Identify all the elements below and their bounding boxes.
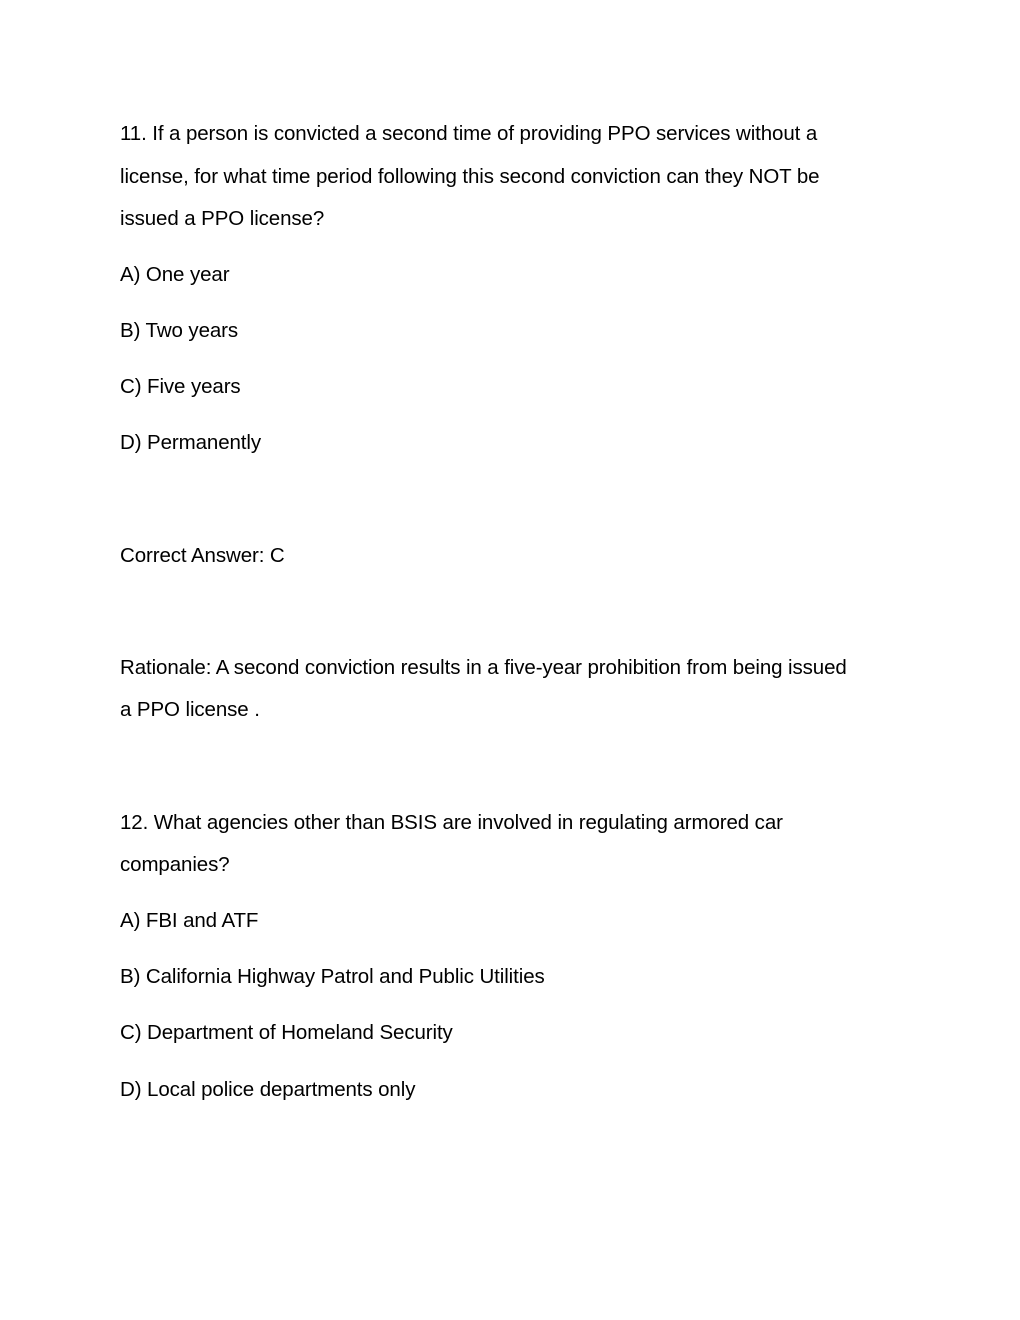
answer-option-a: A) One year bbox=[120, 263, 230, 286]
correct-answer: Correct Answer: C bbox=[120, 544, 285, 567]
answer-option-c: C) Five years bbox=[120, 375, 241, 398]
rationale-line: a PPO license . bbox=[120, 698, 260, 721]
answer-option-b: B) Two years bbox=[120, 319, 239, 342]
answer-option-d: D) Local police departments only bbox=[120, 1078, 416, 1101]
rationale-line: Rationale: A second conviction results in a five-year prohibition from being issued bbox=[120, 656, 847, 679]
question-stem-line: companies? bbox=[120, 853, 230, 876]
question-stem-line: 12. What agencies other than BSIS are involved in regulating armored car bbox=[120, 811, 783, 834]
question-stem-line: 11. If a person is convicted a second time of providing PPO services without a bbox=[120, 122, 818, 145]
answer-option-b: B) California Highway Patrol and Public Utilities bbox=[120, 965, 545, 988]
answer-option-c: C) Department of Homeland Security bbox=[120, 1021, 453, 1044]
question-stem-line: issued a PPO license? bbox=[120, 207, 325, 230]
question-stem-line: license, for what time period following this second conviction can they NOT be bbox=[120, 165, 820, 188]
document-page bbox=[120, 0, 910, 1320]
answer-option-d: D) Permanently bbox=[120, 431, 262, 454]
answer-option-a: A) FBI and ATF bbox=[120, 909, 259, 932]
